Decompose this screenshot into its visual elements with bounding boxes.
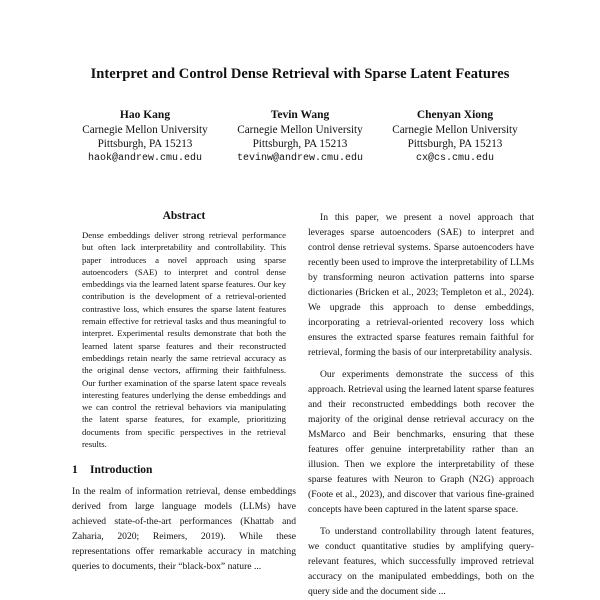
- body-paragraph: Our experiments demonstrate the success of this approach. Retrieval using the learned latent sparse features and their reconstructed embeddings both recover the majority of the original dense retrieval accuracy on the MsMarco and Beir benchmarks, ensuring that these features offer genuine interpretability rather than an illusion. Then we explore the interpretability of these sparse features with Neuron to Graph (N2G) approach (Foote et al., 2023), and discover that various fine-grained concepts have been captured in the latent sparse space.: [308, 369, 534, 515]
- abstract-heading: Abstract: [162, 210, 206, 222]
- author-email: cx@cs.cmu.edu: [415, 152, 494, 164]
- author-email: haok@andrew.cmu.edu: [87, 152, 203, 164]
- abstract-text: Dense embeddings deliver strong retrieval performance but often lack interpretability and controllability. This paper introduces a novel approach using sparse autoencoders (SAE) to interpret and control dense embeddings via the learned latent sparse features. Our key contribution is the development of a retrieval-oriented contrastive loss, which ensures the sparse latent features remain effective for retrieval tasks and thus meaningful to interpret. Experimental results demonstrate that both the learned latent sparse features and their reconstructed embeddings retain nearly the same retrieval accuracy as the original dense vectors, affirming their faithfulness. Our further examination of the sparse latent space reveals interesting features underlying the dense embeddings and we can control the retrieval behaviors via manipulating the latent sparse features, for example, prioritizing documents from specific perspectives in the retrieval results.: [82, 230, 286, 450]
- author-name: Chenyan Xiong: [416, 109, 494, 121]
- author-location: Pittsburgh, PA 15213: [97, 138, 193, 150]
- body-paragraph: To understand controllability through latent features, we conduct quantitative studies by amplifying query-relevant features, which successfully improved retrieval accuracy on the manipulated embeddings, both on the query side and the document side ...: [308, 526, 534, 597]
- intro-paragraph: In the realm of information retrieval, dense embeddings derived from large language models (LLMs) have achieved state-of-the-art performances (Khattab and Zaharia, 2020; Reimers, 2019). While these representations offer remarkable accuracy in matching queries to documents, their “black-box” nature ...: [72, 486, 296, 573]
- section-heading: [72, 464, 296, 476]
- author-location: Pittsburgh, PA 15213: [252, 138, 348, 150]
- author-affiliation: Carnegie Mellon University: [392, 123, 518, 136]
- body-paragraph: In this paper, we present a novel approach that leverages sparse autoencoders (SAE) to interpret and control dense retrieval systems. Sparse autoencoders have recently been used to improve the interpretability of LLMs by transforming neuron activation patterns into sparse dictionaries (Bricken et al., 2023; Templeton et al., 2024). We upgrade this approach to dense embeddings, incorporating a retrieval-oriented recovery loss which ensures the extracted sparse features remain faithful for retrieval, forming the basis of our interpretability analysis.: [308, 212, 534, 358]
- author-location: Pittsburgh, PA 15213: [407, 138, 503, 150]
- right-column: [308, 210, 534, 599]
- author-email: tevinw@andrew.cmu.edu: [236, 152, 364, 164]
- paper-title: Interpret and Control Dense Retrieval with Sparse Latent Features: [90, 66, 510, 82]
- author-name: Tevin Wang: [270, 109, 330, 121]
- left-column: [72, 210, 296, 574]
- author-1: [70, 108, 220, 166]
- author-block: [70, 108, 530, 166]
- section-number: 1: [72, 464, 78, 477]
- author-2: [225, 108, 375, 166]
- author-affiliation: Carnegie Mellon University: [82, 123, 208, 136]
- author-name: Hao Kang: [119, 109, 171, 121]
- author-affiliation: Carnegie Mellon University: [237, 123, 363, 136]
- author-3: [380, 108, 530, 166]
- section-title: Introduction: [90, 464, 153, 477]
